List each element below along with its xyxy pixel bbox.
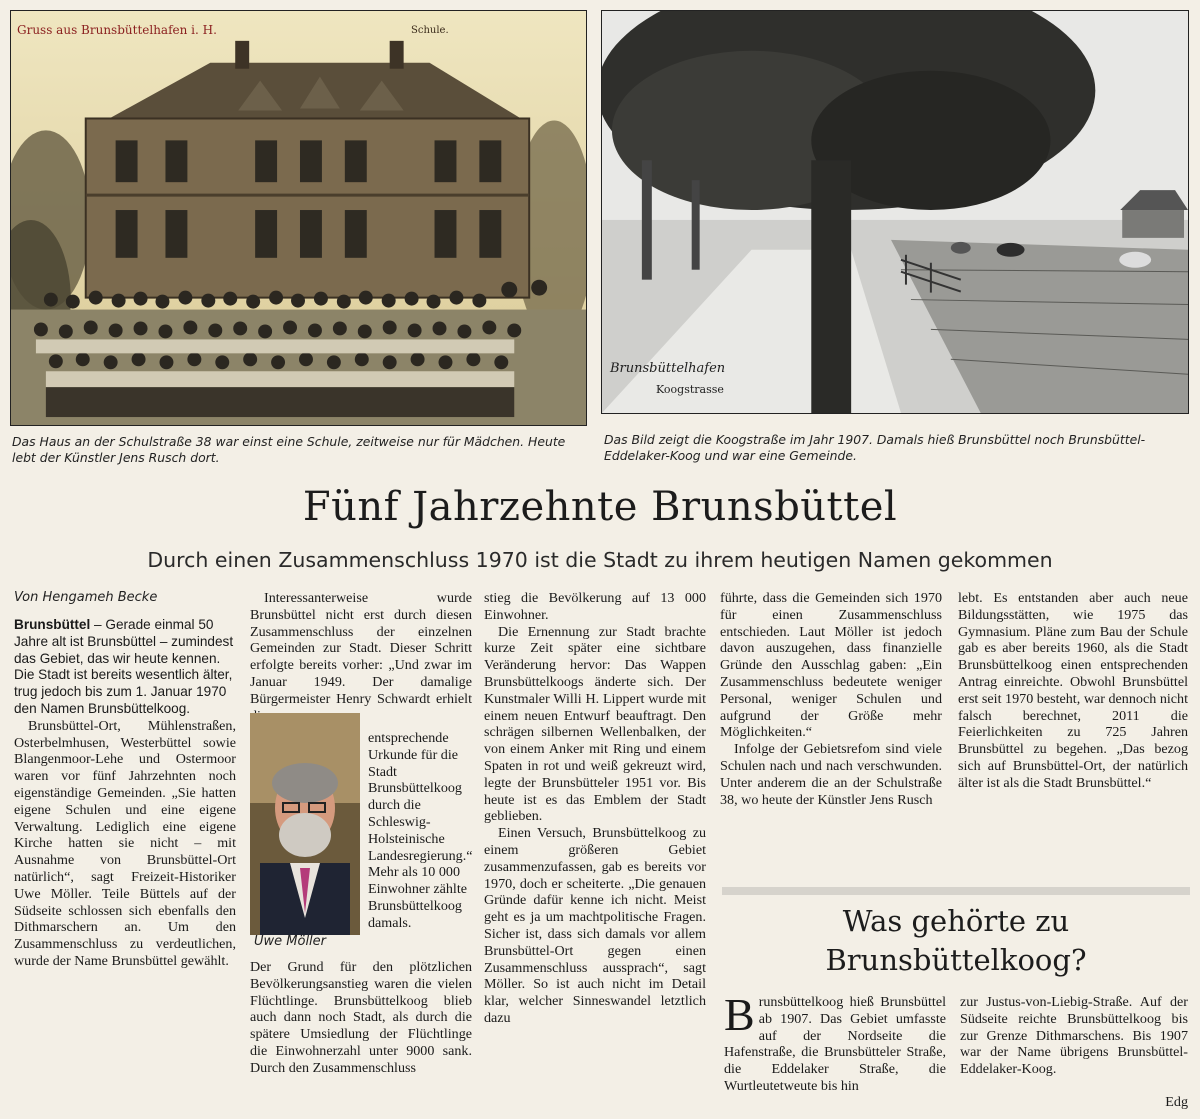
column-3	[484, 590, 706, 1027]
school-photo-image	[11, 11, 586, 425]
sidebar-initials: Edg	[1165, 1094, 1188, 1110]
sidebar-column-1	[724, 989, 946, 1095]
postcard-street: Koogstrasse	[656, 383, 724, 396]
col5-paragraph-1: lebt. Es entstanden aber auch neue Bildungsstätten, wie 1975 das Gymnasium. Pläne zum Bau der Schule gab es aber bereits 1960, als die Stadt Brunsbüttelkoog einen entsprechenden Antrag einreichte. Obwohl Brunsbüttel erst seit 1970 besteht, war dennoch nicht falsch berechnet, 2011 die Feierlichkeiten zu 725 Jahren Brunsbüttel zu begehen. „Das bezog sich auf Brunsbüttel-Ort, der natürlich älter ist als die Stadt Brunsbüttel.“	[958, 590, 1188, 791]
col2-paragraph-bottom: Der Grund für den plötzlichen Bevölkerungsanstieg waren die vielen Flüchtlinge. Brunsbüttelkoog blieb auch dann noch Stadt, als durch die spätere Umsiedlung der Flüchtlinge die Einwohnerzahl unter 9000 sank. Durch den Zusammenschluss	[250, 959, 472, 1076]
column-2	[250, 590, 472, 724]
sidebar-title	[722, 902, 1190, 980]
col3-paragraph-2: Die Ernennung zur Stadt brachte kurze Zeit später eine sichtbare Veränderung hervor: Das Wappen Brunsbüttelkoogs änderte sich. Der Kunstmaler Willi H. Lippert wurde mit einem neuen Entwurf beauftragt. Den schrägen silbernen Wellenbalken, der von einem Anker mit Ring und einem Spaten in rot und weiß gekreuzt wird, legte der Brunsbütteler 1951 vor. Bis heute ist es das Emblem der Stadt geblieben.	[484, 623, 706, 825]
col3-paragraph-3: Einen Versuch, Brunsbüttelkoog zu einem größeren Gebiet zusammenzufassen, gab es bereits vor 1970, doch er scheiterte. „Die genauen Gründe dafür kenne ich nicht. Meist geht es ja um machtpolitische Fragen. Sicher ist, dass sich damals vor allem Brunsbüttel-Ort gegen einen Zusammenschluss aussprach“, sagt Möller. So ist auch nicht im Detail klar, welcher Sinneswandel letztlich dazu	[484, 825, 706, 1026]
column-2-bottom	[250, 959, 472, 1077]
school-photo	[10, 10, 587, 426]
col2-paragraph-top: Interessanterweise wurde Brunsbüttel nicht erst durch diesen Zusammenschluss der einzelnen Gemeinden zur Stadt. Dieser Schritt erfolgte bereits vorher: „Und zwar im Januar 1949. Der damalige Bürgermeister Henry Schwardt erhielt	[250, 590, 472, 707]
sidebar-title-line-1: Was gehörte zu	[842, 904, 1070, 938]
postcard-label: Schule.	[411, 25, 449, 36]
street-photo-caption: Das Bild zeigt die Koogstraße im Jahr 1907. Damals hieß Brunsbüttel noch Brunsbüttel-Eddelaker-Koog und war eine Gemeinde.	[604, 432, 1146, 463]
column-2-side	[368, 730, 472, 932]
sidebar-text-1: runsbüttelkoog hieß Brunsbüttel ab 1907. Das Gebiet umfasste auf der Nordseite die Hafenstraße, die Brunsbütteler Straße, die Eddelaker Straße, die Wurtleutetweute bis hin	[724, 994, 946, 1094]
school-photo-caption: Das Haus an der Schulstraße 38 war einst eine Schule, zeitweise nur für Mädchen. Heute lebt der Künstler Jens Rusch dort.	[12, 434, 566, 465]
lead-location: Brunsbüttel	[14, 617, 91, 632]
lead-paragraph	[14, 617, 236, 718]
portrait	[250, 713, 360, 935]
lead-text: – Gerade einmal 50 Jahre alt ist Brunsbüttel – zumindest das Gebiet, das wir heute kennen. Die Stadt ist bereits wesentlich älter, trug jedoch bis zum 1. Januar 1970 den Namen Brunsbüttelkoog.	[14, 617, 234, 716]
street-photo	[601, 10, 1189, 414]
headline: Fünf Jahrzehnte Brunsbüttel	[302, 484, 898, 530]
portrait-caption: Uwe Möller	[254, 934, 327, 949]
sidebar-text-2: zur Justus-von-Liebig-Straße. Auf der Südseite reichte Brunsbüttelkoog bis zur Grenze Dithmarschens. Bis 1907 war der Name übrigens Brunsbüttel-Eddelaker-Koog.	[960, 994, 1188, 1078]
sidebar-rule	[722, 887, 1190, 895]
postcard-greeting: Gruss aus Brunsbüttelhafen i. H.	[17, 23, 217, 37]
subheadline: Durch einen Zusammenschluss 1970 ist die Stadt zu ihrem heutigen Namen gekommen	[147, 548, 1053, 572]
street-photo-image	[602, 11, 1188, 413]
portrait-image	[250, 713, 360, 935]
byline: Von Hengameh Becke	[14, 590, 158, 605]
col3-paragraph-1: stieg die Bevölkerung auf 13 000 Einwohner.	[484, 590, 706, 623]
sidebar-dropcap: B	[724, 989, 755, 1040]
sidebar-title-line-2: Brunsbüttelkoog?	[825, 943, 1087, 977]
col4-paragraph-1: führte, dass die Gemeinden sich 1970 für einen Zusammenschluss entschieden. Laut Möller ist jedoch davon auszugehen, dass finanzielle Gründe den Ausschlag gaben: „Ein Zusammenschluss bedeutete weniger Personal, weniger Schulen und aufgrund der Größe mehr Möglichkeiten.“	[720, 590, 942, 741]
column-4	[720, 590, 942, 808]
column-5	[958, 590, 1188, 792]
col1-paragraph: Brunsbüttel-Ort, Mühlenstraßen, Osterbelmhusen, Westerbüttel sowie Blangenmoor-Lehe und Ostermoor waren vor fünf Jahrzehnten noch eigenständige Gemeinden. „Sie hatten eigene Schulen und eine eigene Verwaltung. Lediglich eine eigene Kirche hatten sie nicht – mit Ausnahme von Brunsbüttel-Ort natürlich“, sagt Freizeit-Historiker Uwe Möller. Teile Büttels auf der Südseite schlossen sich ebenfalls den Dithmarschern an. Um den Zusammenschluss zu verdeutlichen, wurde der Name Brunsbüttel gewählt.	[14, 717, 236, 969]
postcard-place: Brunsbüttelhafen	[610, 361, 726, 376]
sidebar-column-2	[960, 994, 1188, 1078]
column-1-text	[14, 718, 236, 970]
col2-paragraph-side: entsprechende Urkunde für die Stadt Brunsbüttelkoog durch die Schleswig-Holsteinische Landesregierung.“ Mehr als 10 000 Einwohner zählte Brunsbüttelkoog damals.	[368, 730, 473, 931]
column-1	[14, 590, 236, 970]
col4-paragraph-2: Infolge der Gebietsrefom sind viele Schulen nach und nach verschwunden. Unter anderem die an der Schulstraße 38, wo heute der Künstler Jens Rusch	[720, 741, 942, 808]
